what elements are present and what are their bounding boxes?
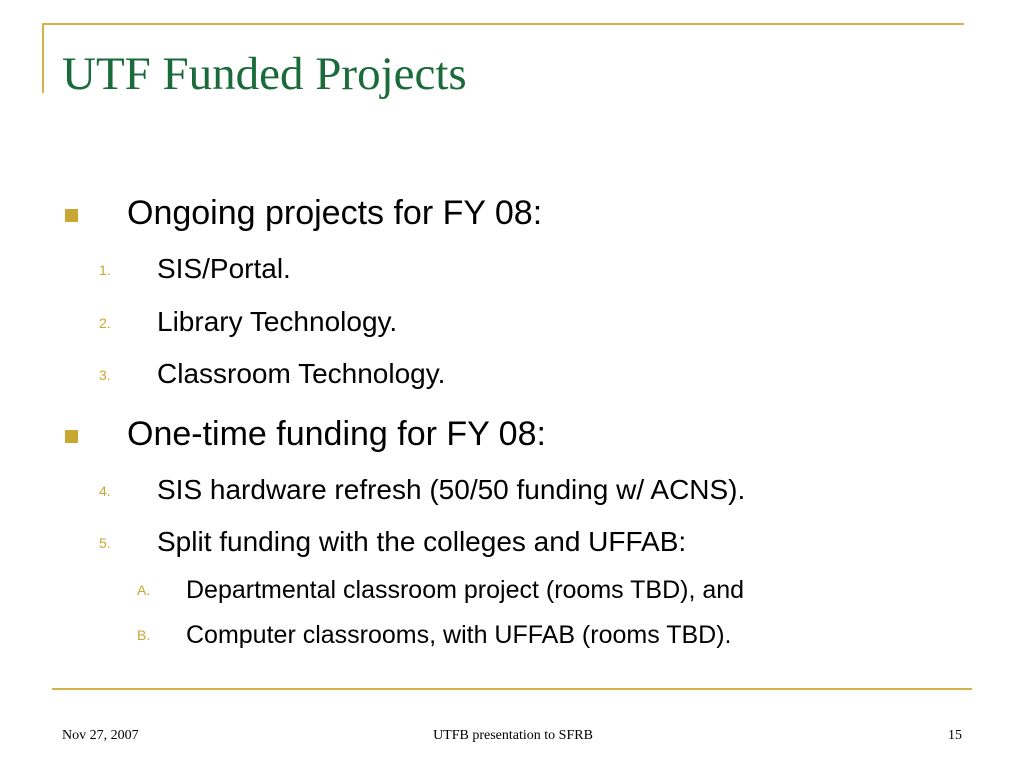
square-bullet-icon bbox=[65, 430, 78, 443]
bullet-item bbox=[127, 414, 546, 454]
numbered-item bbox=[99, 525, 687, 559]
bullet-text: One-time funding for FY 08: bbox=[127, 415, 546, 453]
item-text: Computer classrooms, with UFFAB (rooms TBD). bbox=[186, 621, 732, 649]
item-number: 4. bbox=[99, 483, 111, 499]
footer-date: Nov 27, 2007 bbox=[62, 728, 139, 743]
item-letter: A. bbox=[137, 582, 151, 598]
lettered-item bbox=[137, 620, 732, 650]
page-number: 15 bbox=[948, 728, 962, 743]
bullet-item bbox=[127, 193, 542, 233]
item-number: 2. bbox=[99, 315, 111, 331]
item-letter: B. bbox=[137, 627, 151, 643]
square-bullet-icon bbox=[65, 209, 78, 222]
numbered-item bbox=[99, 252, 291, 286]
item-text: Departmental classroom project (rooms TBD), and bbox=[186, 576, 745, 604]
numbered-item bbox=[99, 305, 398, 339]
numbered-item bbox=[99, 473, 746, 507]
item-text: Classroom Technology. bbox=[157, 358, 446, 389]
top-rule bbox=[42, 23, 964, 25]
bullet-text: Ongoing projects for FY 08: bbox=[127, 194, 543, 232]
item-text: SIS/Portal. bbox=[157, 253, 291, 284]
item-text: SIS hardware refresh (50/50 funding w/ ACNS). bbox=[157, 474, 746, 505]
slide-title: UTF Funded Projects bbox=[62, 48, 467, 100]
item-number: 3. bbox=[99, 367, 111, 383]
item-number: 1. bbox=[99, 262, 111, 278]
lettered-item bbox=[137, 575, 745, 605]
left-rule bbox=[42, 23, 44, 93]
numbered-item bbox=[99, 357, 446, 391]
item-text: Library Technology. bbox=[157, 306, 398, 337]
item-text: Split funding with the colleges and UFFAB: bbox=[157, 526, 687, 557]
footer-title: UTFB presentation to SFRB bbox=[433, 728, 593, 743]
item-number: 5. bbox=[99, 535, 111, 551]
bottom-rule bbox=[52, 688, 972, 690]
